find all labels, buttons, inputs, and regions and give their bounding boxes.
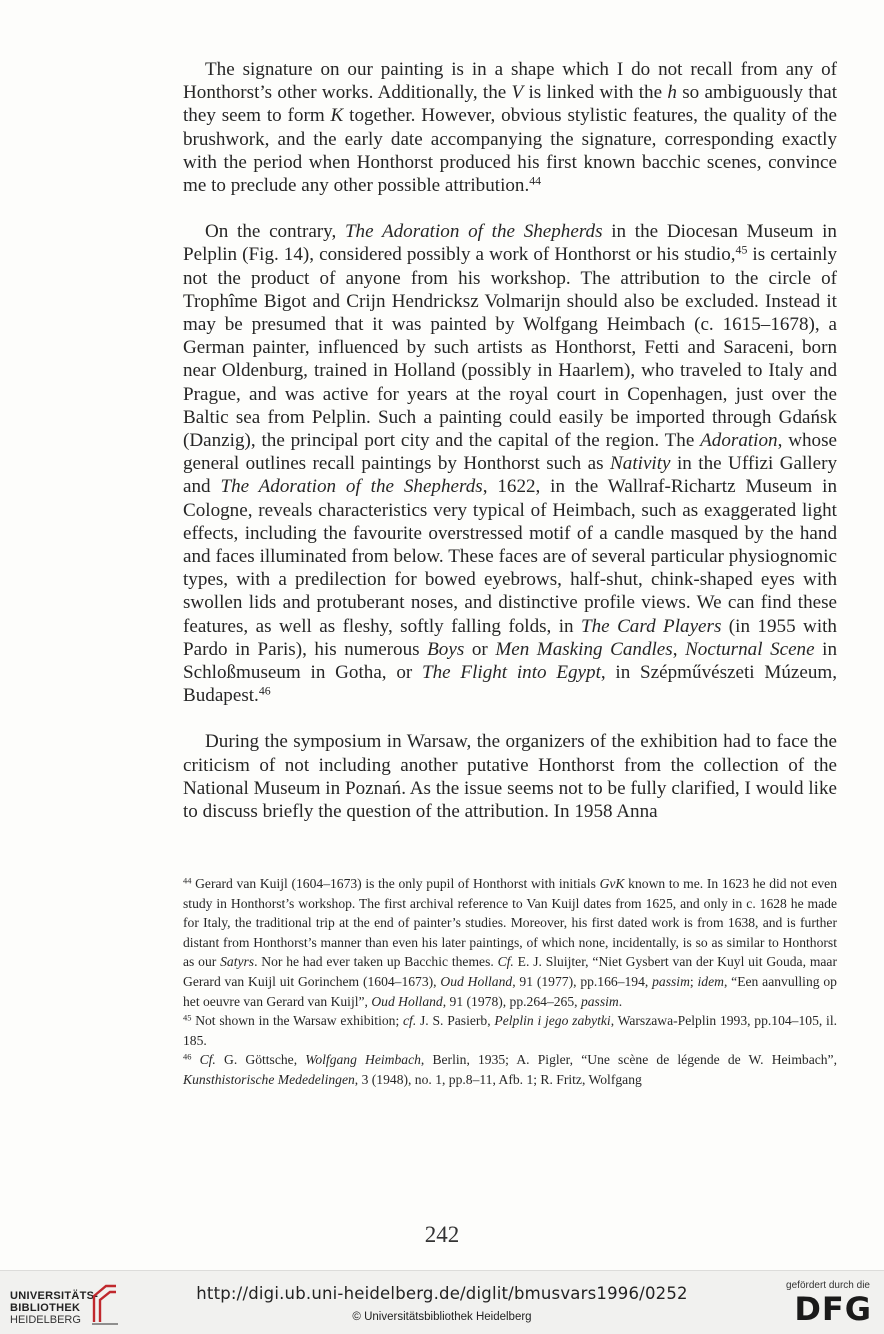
library-name-line2: BIBLIOTHEK xyxy=(10,1302,81,1314)
footnote-45: $^{45}$ Not shown in the Warsaw exhibition; cf. J. S. Pasierb, Pelplin i jego zabytki, Warszawa-Pelplin 1993, pp.104–105, il. 185. xyxy=(183,1012,837,1048)
paragraph-1: The signature on our painting is in a shape which I do not recall from any of Honthorst’s other works. Additionally, the V is linked with the h so ambiguously that they seem to form K together. However, obvious stylistic features, the quality of the brushwork, and the early date accompanying the signature, corresponding exactly with the period when Honthorst produced his first known bacchic scenes, convince me to preclude any other possible attribution.$^{44}$ xyxy=(183,59,838,197)
main-text xyxy=(183,58,837,823)
footnote-46: $^{46}$ Cf. G. Göttsche, Wolfgang Heimbach, Berlin, 1935; A. Pigler, “Une scène de légende de W. Heimbach”, Kunsthistorische Mededelingen, 3 (1948), no. 1, pp.8–11, Afb. 1; R. Fritz, Wolfgang xyxy=(183,1051,837,1087)
library-name-line3: HEIDELBERG xyxy=(10,1314,81,1326)
paragraph-2: On the contrary, The Adoration of the Shepherds in the Diocesan Museum in Pelplin (Fig. 14), considered possibly a work of Honthorst or his studio,$^{45}$ is certainly not the product of anyone from his workshop. The attribution to the circle of Trophîme Bigot and Crijn Hendricksz Volmarijn should also be excluded. Instead it may be presumed that it was painted by Wolfgang Heimbach (c. 1615–1678), a German painter, influenced by such artists as Honthorst, Fetti and Saraceni, born near Oldenburg, trained in Holland (possibly in Haarlem), who traveled to Italy and Prague, and was active for years at the royal court in Copenhagen, just over the Baltic sea from Pelplin. Such a painting could easily be imported through Gdańsk (Danzig), the principal port city and the capital of the region. The Adoration, whose general outlines recall paintings by Honthorst such as Nativity in the Uffizi Gallery and The Adoration of the Shepherds, 1622, in the Wallraf-Richartz Museum in Cologne, reveals characteristics very typical of Heimbach, such as exaggerated light effects, including the favourite overstressed motif of a candle masqued by the hand and faces illuminated from below. These faces are of several particular physiognomic types, with a predilection for bowed eyebrows, half-shut, chink-shaped eyes with swollen lids and protuberant noses, and distinctive profile views. We can find these features, as well as fleshy, softly falling folds, in The Card Players (in 1955 with Pardo in Paris), his numerous Boys or Men Masking Candles, Nocturnal Scene in Schloßmuseum in Gotha, or The Flight into Egypt, in Szépművészeti Múzeum, Budapest.$^{46}$ xyxy=(183,221,838,707)
footnotes xyxy=(183,874,837,1090)
paragraph-3: During the symposium in Warsaw, the organizers of the exhibition had to face the criticism of not including another putative Honthorst from the collection of the National Museum in Poznań. As the issue seems not to be fully clarified, I would like to discuss briefly the question of the attribution. In 1958 Anna xyxy=(183,731,837,823)
funding-note: gefördert durch die xyxy=(786,1280,870,1291)
permalink-url[interactable]: http://digi.ub.uni-heidelberg.de/diglit/bmusvars1996/0252 xyxy=(196,1284,688,1303)
copyright-notice: © Universitätsbibliothek Heidelberg xyxy=(352,1311,532,1323)
page-number: 242 xyxy=(424,1222,460,1247)
library-name-line1: UNIVERSITÄTS- xyxy=(10,1290,99,1302)
footnote-44: $^{44}$ Gerard van Kuijl (1604–1673) is the only pupil of Honthorst with initials GvK known to me. In 1623 he did not even study in Honthorst’s workshop. The first archival reference to Van Kuijl dates from 1625, and only in c. 1628 he made for Italy, the traditional trip at the end of painter’s studies. Moreover, his first dated work is from 1638, and is further distant from Honthorst’s manner than even his later paintings, of which none, incidentally, is so as similar to Honthorst as our Satyrs. Nor he had ever taken up Bacchic themes. Cf. E. J. Sluijter, “Niet Gysbert van der Kuyl uit Gouda, maar Gerard van Kuijl uit Gorinchem (1604–1673), Oud Holland, 91 (1977), pp.166–194, passim; idem, “Een aanvulling op het oeuvre van Gerard van Kuijl”, Oud Holland, 91 (1978), pp.264–265, passim. xyxy=(183,875,837,1009)
dfg-logo[interactable]: DFG xyxy=(794,1290,872,1328)
